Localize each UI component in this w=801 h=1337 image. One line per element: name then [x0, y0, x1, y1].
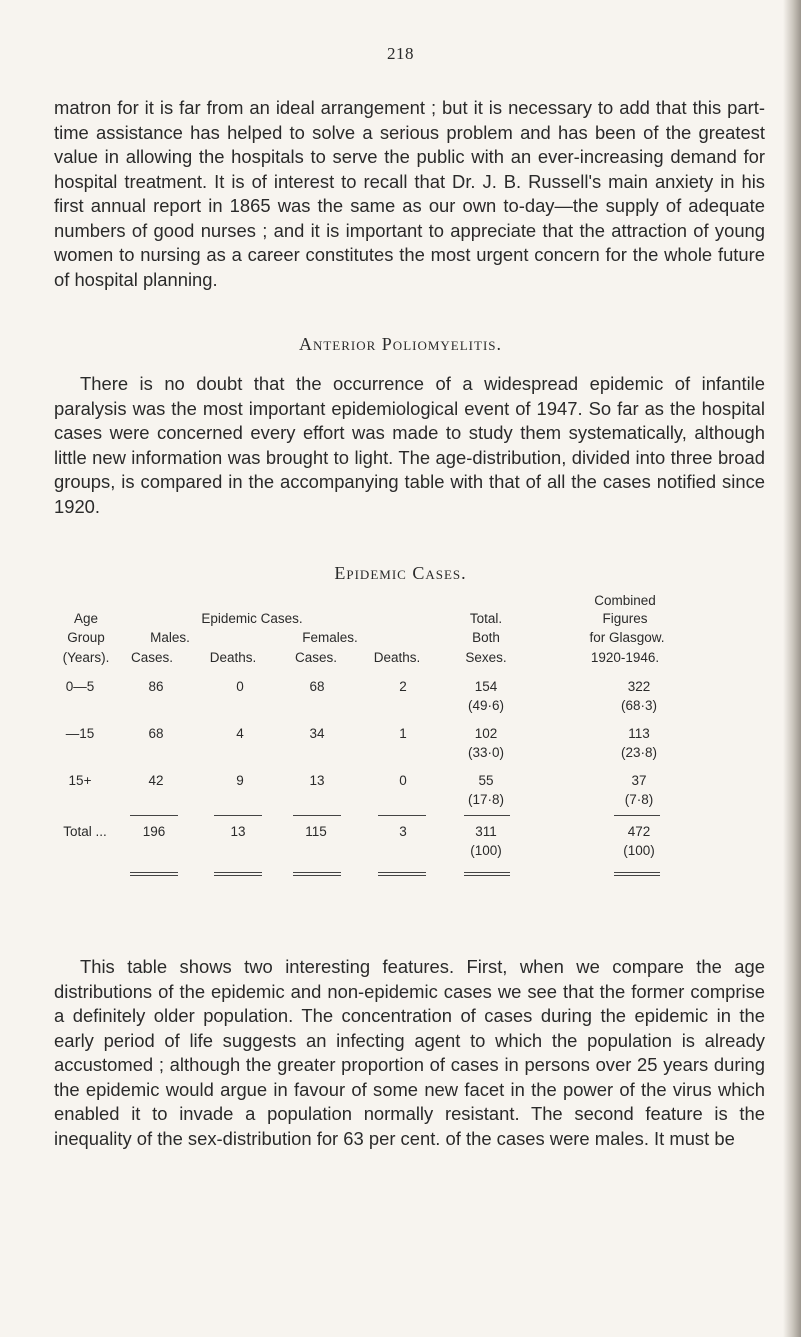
row2-female-cases: 34 — [309, 726, 325, 741]
rule-combined — [614, 815, 660, 816]
row3-male-cases: 42 — [148, 773, 164, 788]
header-males: Males. — [150, 630, 190, 645]
row2-total: 102 — [474, 726, 498, 741]
double-rule-male-deaths — [214, 872, 262, 876]
double-rule-female-cases — [293, 872, 341, 876]
row3-total: 55 — [478, 773, 494, 788]
row1-male-deaths: 0 — [236, 679, 244, 694]
header-epidemic-cases: Epidemic Cases. — [201, 611, 303, 626]
header-total-line1: Total. — [469, 611, 503, 626]
header-total-line3: Sexes. — [465, 650, 507, 665]
header-combined-line1: Combined — [594, 593, 656, 608]
total-combined: 472 — [627, 824, 651, 839]
double-rule-combined — [614, 872, 660, 876]
row2-combined-percent: (23·8) — [620, 745, 658, 760]
row3-age: 15+ — [68, 773, 92, 788]
row2-male-deaths: 4 — [236, 726, 244, 741]
page-number: 218 — [387, 44, 414, 63]
row1-female-deaths: 2 — [399, 679, 407, 694]
row1-total-percent: (49·6) — [467, 698, 505, 713]
row1-total: 154 — [474, 679, 498, 694]
header-combined-line2: Figures — [602, 611, 648, 626]
paragraph-nursing: matron for it is far from an ideal arrangement ; but it is necessary to add that this part-time assistance has helped to solve a serious problem and has been of the greatest value in allowing the hospitals to serve the public with an ever-increasing demand for hospital treatment. It is of interest to recall that Dr. J. B. Russell's main anxiety in his first annual report in 1865 was the same as our own to-day—the supply of adequate numbers of good nurses ; and it is important to appreciate that the attraction of young women to nursing as a career constitutes the most urgent concern for the whole future of hospital planning. — [54, 97, 765, 290]
total-combined-percent: (100) — [623, 843, 655, 858]
row2-total-percent: (33·0) — [467, 745, 505, 760]
total-female-cases: 115 — [305, 824, 327, 839]
double-rule-female-deaths — [378, 872, 426, 876]
total-male-cases: 196 — [142, 824, 166, 839]
row1-age: 0—5 — [65, 679, 95, 694]
header-age-line3: (Years). — [62, 650, 110, 665]
header-females: Females. — [302, 630, 358, 645]
rule-male-deaths — [214, 815, 262, 816]
paragraph-table-discussion: This table shows two interesting features. First, when we compare the age distributions of the epidemic and non-epidemic cases we see that the former comprise a definitely older population. The concentration of cases during the epidemic in the early period of life suggests an infecting agent to which the population is already accustomed ; although the greater proportion of cases in persons over 25 years during the epidemic would argue in favour of some new facet in the power of the virus which enabled it to invade a population normally resistant. The second feature is the inequality of the sex-distribution for 63 per cent. of the cases were males. It must be — [54, 956, 765, 1149]
row3-combined: 37 — [631, 773, 647, 788]
rule-total — [464, 815, 510, 816]
row2-female-deaths: 1 — [399, 726, 407, 741]
row1-female-cases: 68 — [309, 679, 325, 694]
total-male-deaths: 13 — [230, 824, 246, 839]
row3-combined-percent: (7·8) — [624, 792, 654, 807]
row3-male-deaths: 9 — [236, 773, 244, 788]
paragraph-poliomyelitis: There is no doubt that the occurrence of a widespread epidemic of infantile paralysis was the most important epidemiological event of 1947. So far as the hospital cases were concerned every effort was made to study them systematically, although little new information was brought to light. The age-distribution, divided into three broad groups, is compared in the accompanying table with that of all the cases notified since 1920. — [54, 373, 765, 517]
header-age-line2: Group — [67, 630, 105, 645]
row1-combined: 322 — [627, 679, 651, 694]
table-title: Epidemic Cases. — [334, 563, 467, 583]
header-combined-line3: for Glasgow. — [589, 630, 665, 645]
rule-male-cases — [130, 815, 178, 816]
row3-total-percent: (17·8) — [467, 792, 505, 807]
row3-female-deaths: 0 — [399, 773, 407, 788]
header-male-cases: Cases. — [130, 650, 174, 665]
row2-combined: 113 — [628, 726, 650, 741]
row1-combined-percent: (68·3) — [620, 698, 658, 713]
double-rule-total — [464, 872, 510, 876]
row2-age: —15 — [65, 726, 95, 741]
row1-male-cases: 86 — [148, 679, 164, 694]
row2-male-cases: 68 — [148, 726, 164, 741]
total-row-label: Total ... — [63, 824, 107, 839]
total-both-sexes-percent: (100) — [470, 843, 502, 858]
rule-female-cases — [293, 815, 341, 816]
total-both-sexes: 311 — [475, 824, 497, 839]
header-age-line1: Age — [73, 611, 99, 626]
double-rule-male-cases — [130, 872, 178, 876]
rule-female-deaths — [378, 815, 426, 816]
section-heading: Anterior Poliomyelitis. — [298, 334, 503, 354]
header-female-deaths: Deaths. — [373, 650, 421, 665]
row3-female-cases: 13 — [309, 773, 325, 788]
header-female-cases: Cases. — [294, 650, 338, 665]
header-combined-line4: 1920-1946. — [590, 650, 660, 665]
total-female-deaths: 3 — [399, 824, 407, 839]
header-total-line2: Both — [472, 630, 500, 645]
header-male-deaths: Deaths. — [209, 650, 257, 665]
